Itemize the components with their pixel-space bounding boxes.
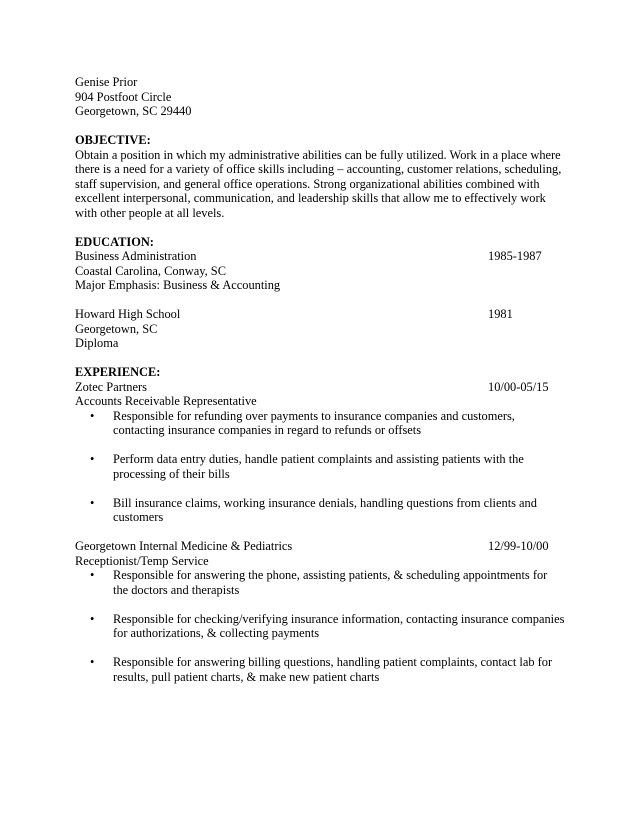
education-entry bbox=[75, 249, 565, 293]
job-duties-list bbox=[75, 409, 565, 525]
bullet-icon: • bbox=[90, 452, 95, 466]
education-emphasis: Major Emphasis: Business & Accounting bbox=[75, 278, 281, 292]
city-state-zip: Georgetown, SC 29440 bbox=[75, 104, 192, 118]
list-item bbox=[75, 452, 565, 481]
job-dates: 12/99-10/00 bbox=[488, 539, 549, 553]
education-heading: EDUCATION: bbox=[75, 234, 154, 249]
bullet-icon: • bbox=[90, 495, 95, 510]
bullet-icon: • bbox=[90, 655, 95, 669]
duty-text: Responsible for answering billing questions, handling patient complaints, contact lab for results, pull patient charts, & make new patient charts bbox=[113, 655, 553, 684]
objective-section bbox=[75, 133, 565, 220]
job-role: Receptionist/Temp Service bbox=[75, 553, 209, 568]
job-role: Accounts Receivable Representative bbox=[75, 394, 257, 408]
experience-heading: EXPERIENCE: bbox=[75, 365, 161, 379]
contact-block bbox=[75, 75, 565, 119]
list-item bbox=[75, 409, 565, 438]
bullet-icon: • bbox=[90, 568, 95, 582]
education-dates: 1981 bbox=[488, 307, 513, 321]
duty-text: Responsible for answering the phone, assisting patients, & scheduling appointments for the doctors and therapists bbox=[113, 568, 548, 597]
education-section bbox=[75, 235, 565, 351]
objective-heading: OBJECTIVE: bbox=[75, 133, 151, 147]
education-entry-header bbox=[75, 249, 565, 264]
job-dates: 10/00-05/15 bbox=[488, 379, 549, 394]
duty-text: Bill insurance claims, working insurance denials, handling questions from clients and customers bbox=[113, 495, 537, 524]
duty-text: Responsible for refunding over payments to insurance companies and customers, contacting insurance companies in regard to refunds or offsets bbox=[113, 408, 515, 437]
job-duties-list bbox=[75, 568, 565, 684]
job-employer: Zotec Partners bbox=[75, 379, 147, 394]
job-entry bbox=[75, 380, 565, 525]
bullet-icon: • bbox=[90, 408, 95, 423]
duty-text: Perform data entry duties, handle patient complaints and assisting patients with the processing of their bills bbox=[113, 452, 524, 481]
list-item bbox=[75, 568, 565, 597]
bullet-icon: • bbox=[90, 611, 95, 626]
job-header bbox=[75, 539, 565, 554]
education-dates: 1985-1987 bbox=[488, 249, 542, 263]
job-header bbox=[75, 380, 565, 395]
job-employer: Georgetown Internal Medicine & Pediatrics bbox=[75, 539, 293, 553]
education-title: Howard High School bbox=[75, 307, 181, 321]
street-address: 904 Postfoot Circle bbox=[75, 89, 172, 104]
resume-page bbox=[75, 75, 565, 684]
education-entry-header bbox=[75, 307, 565, 322]
education-entry bbox=[75, 307, 565, 351]
list-item bbox=[75, 612, 565, 641]
education-location: Georgetown, SC bbox=[75, 321, 158, 336]
education-title: Business Administration bbox=[75, 249, 197, 263]
education-school: Coastal Carolina, Conway, SC bbox=[75, 263, 226, 278]
applicant-name: Genise Prior bbox=[75, 75, 138, 89]
duty-text: Responsible for checking/verifying insurance information, contacting insurance companies for authorizations, & collecting payments bbox=[113, 611, 565, 640]
objective-text: Obtain a position in which my administrative abilities can be fully utilized. Work in a place where there is a need for a variety of office skills including – accounting, customer relations, scheduling, staff supervision, and general office operations. Strong organizational abilities combined with excellent interpersonal, communication, and leadership skills that allow me to effectively work with other people at all levels. bbox=[75, 147, 562, 220]
job-entry bbox=[75, 539, 565, 684]
list-item bbox=[75, 496, 565, 525]
list-item bbox=[75, 655, 565, 684]
education-credential: Diploma bbox=[75, 336, 119, 350]
experience-section bbox=[75, 365, 565, 684]
